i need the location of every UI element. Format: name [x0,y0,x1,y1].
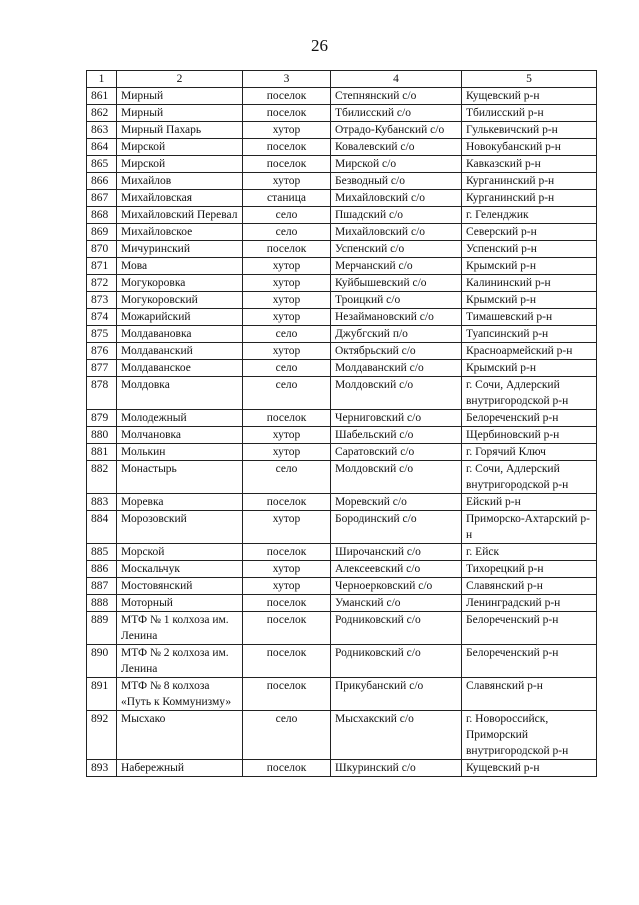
settlement-type-cell: хутор [243,444,331,461]
settlement-type-cell: поселок [243,241,331,258]
rural-council-cell: Прикубанский с/о [331,678,462,711]
district-cell: Крымский р-н [462,292,597,309]
settlement-type-cell: хутор [243,427,331,444]
district-cell: Кущевский р-н [462,760,597,777]
table-row [87,444,597,461]
table-row [87,544,597,561]
row-number-cell: 865 [87,156,117,173]
row-number-cell: 892 [87,711,117,760]
rural-council-cell: Мирской с/о [331,156,462,173]
settlement-type-cell: поселок [243,410,331,427]
rural-council-cell: Черниговский с/о [331,410,462,427]
settlement-type-cell: хутор [243,122,331,139]
table-row [87,360,597,377]
row-number-cell: 874 [87,309,117,326]
settlement-name-cell: Мирской [117,156,243,173]
row-number-cell: 877 [87,360,117,377]
table-row [87,595,597,612]
rural-council-cell: Бородинский с/о [331,511,462,544]
rural-council-cell: Безводный с/о [331,173,462,190]
district-cell: Славянский р-н [462,678,597,711]
table-row [87,241,597,258]
row-number-cell: 891 [87,678,117,711]
settlement-name-cell: Мысхако [117,711,243,760]
row-number-cell: 879 [87,410,117,427]
table-row [87,207,597,224]
district-cell: Северский р-н [462,224,597,241]
settlement-type-cell: село [243,326,331,343]
rural-council-cell: Молдовский с/о [331,461,462,494]
settlement-name-cell: Монастырь [117,461,243,494]
table-row [87,258,597,275]
district-cell: Ейский р-н [462,494,597,511]
settlement-name-cell: Михайловский Перевал [117,207,243,224]
district-cell: Кущевский р-н [462,88,597,105]
rural-council-cell: Уманский с/о [331,595,462,612]
settlement-name-cell: Мостовянский [117,578,243,595]
table-row [87,645,597,678]
row-number-cell: 871 [87,258,117,275]
settlement-name-cell: Мирный [117,88,243,105]
row-number-cell: 890 [87,645,117,678]
settlement-name-cell: Михайлов [117,173,243,190]
settlement-type-cell: хутор [243,561,331,578]
settlement-name-cell: Молчановка [117,427,243,444]
table-row [87,156,597,173]
district-cell: Славянский р-н [462,578,597,595]
table-row [87,427,597,444]
table-row [87,326,597,343]
rural-council-cell: Троицкий с/о [331,292,462,309]
table-row [87,494,597,511]
header-cell-4: 4 [331,71,462,88]
settlement-type-cell: поселок [243,156,331,173]
header-cell-1: 1 [87,71,117,88]
table-row [87,561,597,578]
rural-council-cell: Моревский с/о [331,494,462,511]
row-number-cell: 885 [87,544,117,561]
table-row [87,309,597,326]
table-row [87,173,597,190]
district-cell: г. Горячий Ключ [462,444,597,461]
settlement-type-cell: хутор [243,578,331,595]
district-cell: г. Сочи, Адлерский внутригородской р-н [462,377,597,410]
settlement-type-cell: поселок [243,88,331,105]
settlement-name-cell: Мирской [117,139,243,156]
rural-council-cell: Отрадо-Кубанский с/о [331,122,462,139]
row-number-cell: 870 [87,241,117,258]
rural-council-cell: Михайловский с/о [331,224,462,241]
settlement-type-cell: станица [243,190,331,207]
district-cell: Белореченский р-н [462,645,597,678]
row-number-cell: 880 [87,427,117,444]
settlement-type-cell: село [243,360,331,377]
row-number-cell: 882 [87,461,117,494]
settlement-name-cell: Михайловская [117,190,243,207]
rural-council-cell: Черноерковский с/о [331,578,462,595]
settlement-type-cell: поселок [243,494,331,511]
rural-council-cell: Молдаванский с/о [331,360,462,377]
rural-council-cell: Шкуринский с/о [331,760,462,777]
district-cell: Белореченский р-н [462,612,597,645]
settlement-name-cell: Морской [117,544,243,561]
table-row [87,122,597,139]
settlement-type-cell: поселок [243,612,331,645]
rural-council-cell: Октябрьский с/о [331,343,462,360]
row-number-cell: 875 [87,326,117,343]
settlement-name-cell: Молькин [117,444,243,461]
settlement-name-cell: Морозовский [117,511,243,544]
district-cell: Курганинский р-н [462,190,597,207]
row-number-cell: 878 [87,377,117,410]
settlement-type-cell: хутор [243,292,331,309]
district-cell: г. Новороссийск, Приморский внутригородской р-н [462,711,597,760]
district-cell: Белореченский р-н [462,410,597,427]
settlement-type-cell: поселок [243,139,331,156]
settlement-name-cell: Моторный [117,595,243,612]
row-number-cell: 887 [87,578,117,595]
table-row [87,612,597,645]
table-row [87,292,597,309]
settlement-type-cell: село [243,207,331,224]
district-cell: Приморско-Ахтарский р-н [462,511,597,544]
settlement-type-cell: хутор [243,258,331,275]
rural-council-cell: Степнянский с/о [331,88,462,105]
settlement-type-cell: поселок [243,595,331,612]
settlement-type-cell: поселок [243,645,331,678]
rural-council-cell: Куйбышевский с/о [331,275,462,292]
rural-council-cell: Мысхакский с/о [331,711,462,760]
district-cell: Гулькевичский р-н [462,122,597,139]
settlement-name-cell: Мирный Пахарь [117,122,243,139]
settlement-type-cell: хутор [243,173,331,190]
settlement-type-cell: село [243,461,331,494]
settlement-name-cell: МТФ № 2 колхоза им. Ленина [117,645,243,678]
row-number-cell: 873 [87,292,117,309]
settlement-name-cell: Могукоровка [117,275,243,292]
rural-council-cell: Саратовский с/о [331,444,462,461]
row-number-cell: 861 [87,88,117,105]
rural-council-cell: Родниковский с/о [331,645,462,678]
table-row [87,190,597,207]
row-number-cell: 889 [87,612,117,645]
table-row [87,88,597,105]
header-cell-3: 3 [243,71,331,88]
table-row [87,511,597,544]
settlement-name-cell: Могукоровский [117,292,243,309]
rural-council-cell: Михайловский с/о [331,190,462,207]
district-cell: Калининский р-н [462,275,597,292]
district-cell: Успенский р-н [462,241,597,258]
table-row [87,461,597,494]
row-number-cell: 876 [87,343,117,360]
settlement-type-cell: поселок [243,105,331,122]
row-number-cell: 866 [87,173,117,190]
settlements-table [86,70,597,777]
district-cell: Крымский р-н [462,360,597,377]
settlement-name-cell: Молодежный [117,410,243,427]
settlement-name-cell: Молдовка [117,377,243,410]
settlement-name-cell: Молдаванский [117,343,243,360]
settlement-name-cell: МТФ № 8 колхоза «Путь к Коммунизму» [117,678,243,711]
rural-council-cell: Шабельский с/о [331,427,462,444]
table-row [87,343,597,360]
header-cell-2: 2 [117,71,243,88]
table-body [87,88,597,777]
row-number-cell: 883 [87,494,117,511]
settlement-name-cell: Михайловское [117,224,243,241]
rural-council-cell: Ковалевский с/о [331,139,462,156]
settlement-type-cell: село [243,377,331,410]
row-number-cell: 893 [87,760,117,777]
rural-council-cell: Родниковский с/о [331,612,462,645]
rural-council-cell: Молдовский с/о [331,377,462,410]
settlement-name-cell: Набережный [117,760,243,777]
row-number-cell: 869 [87,224,117,241]
district-cell: Красноармейский р-н [462,343,597,360]
header-row [87,71,597,88]
district-cell: Ленинградский р-н [462,595,597,612]
rural-council-cell: Тбилисский с/о [331,105,462,122]
rural-council-cell: Алексеевский с/о [331,561,462,578]
district-cell: г. Сочи, Адлерский внутригородской р-н [462,461,597,494]
district-cell: г. Ейск [462,544,597,561]
row-number-cell: 862 [87,105,117,122]
row-number-cell: 884 [87,511,117,544]
settlement-name-cell: Мирный [117,105,243,122]
row-number-cell: 863 [87,122,117,139]
settlement-type-cell: хутор [243,309,331,326]
page-number: 26 [311,36,328,55]
district-cell: Кавказский р-н [462,156,597,173]
district-cell: Тимашевский р-н [462,309,597,326]
table-row [87,578,597,595]
rural-council-cell: Мерчанский с/о [331,258,462,275]
settlement-name-cell: Мичуринский [117,241,243,258]
settlement-type-cell: поселок [243,678,331,711]
settlement-type-cell: хутор [243,275,331,292]
settlement-type-cell: хутор [243,343,331,360]
settlement-type-cell: село [243,711,331,760]
settlement-type-cell: поселок [243,760,331,777]
table-row [87,410,597,427]
table-row [87,139,597,156]
table-row [87,377,597,410]
district-cell: Туапсинский р-н [462,326,597,343]
rural-council-cell: Успенский с/о [331,241,462,258]
district-cell: Тихорецкий р-н [462,561,597,578]
row-number-cell: 886 [87,561,117,578]
rural-council-cell: Джубгский п/о [331,326,462,343]
district-cell: Тбилисский р-н [462,105,597,122]
settlement-type-cell: хутор [243,511,331,544]
row-number-cell: 864 [87,139,117,156]
district-cell: Новокубанский р-н [462,139,597,156]
district-cell: г. Геленджик [462,207,597,224]
settlement-name-cell: Молдавановка [117,326,243,343]
row-number-cell: 888 [87,595,117,612]
table-row [87,711,597,760]
settlement-name-cell: Моревка [117,494,243,511]
row-number-cell: 868 [87,207,117,224]
district-cell: Крымский р-н [462,258,597,275]
rural-council-cell: Широчанский с/о [331,544,462,561]
row-number-cell: 872 [87,275,117,292]
district-cell: Щербиновский р-н [462,427,597,444]
table-row [87,760,597,777]
rural-council-cell: Незаймановский с/о [331,309,462,326]
row-number-cell: 881 [87,444,117,461]
settlement-name-cell: Молдаванское [117,360,243,377]
settlement-type-cell: поселок [243,544,331,561]
settlement-name-cell: Можарийский [117,309,243,326]
table-row [87,105,597,122]
table-row [87,275,597,292]
settlement-name-cell: МТФ № 1 колхоза им. Ленина [117,612,243,645]
row-number-cell: 867 [87,190,117,207]
district-cell: Курганинский р-н [462,173,597,190]
settlement-name-cell: Мова [117,258,243,275]
settlement-type-cell: село [243,224,331,241]
settlement-name-cell: Москальчук [117,561,243,578]
rural-council-cell: Пшадский с/о [331,207,462,224]
table-row [87,224,597,241]
table-row [87,678,597,711]
header-cell-5: 5 [462,71,597,88]
